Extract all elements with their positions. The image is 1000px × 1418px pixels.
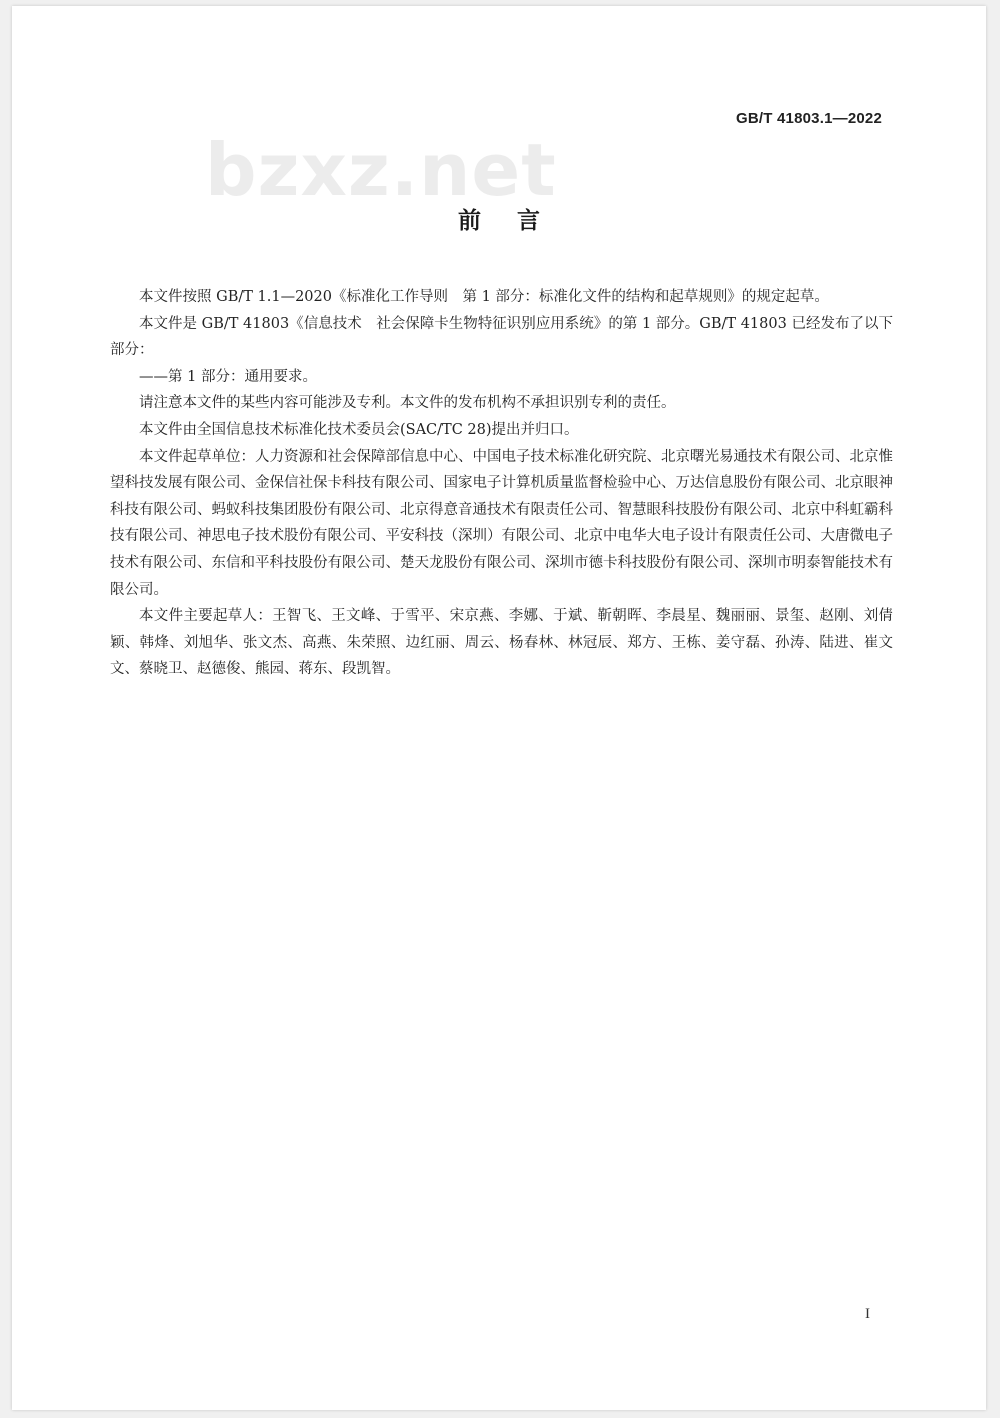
standard-code: GB/T 41803.1—2022: [736, 110, 882, 127]
watermark: bzxz.net: [205, 128, 557, 212]
paragraph-patent-notice: 请注意本文件的某些内容可能涉及专利。本文件的发布机构不承担识别专利的责任。: [139, 395, 676, 412]
paragraph-drafters: 本文件主要起草人：王智飞、王文峰、于雪平、宋京燕、李娜、于斌、靳朝晖、李晨星、魏丽丽、景玺、赵刚、刘倩颖、韩烽、刘旭华、张文杰、高燕、朱荣照、边红丽、周云、杨春林、林冠辰、郑方、王栋、姜守磊、孙涛、陆进、崔文文、蔡晓卫、赵德俊、熊园、蒋东、段凯智。: [110, 608, 893, 678]
foreword-body: [110, 284, 893, 683]
paragraph-committee: 本文件由全国信息技术标准化技术委员会(SAC/TC 28)提出并归口。: [139, 421, 579, 438]
page-title: 前言: [458, 208, 576, 234]
paragraph-drafting-units: 本文件起草单位：人力资源和社会保障部信息中心、中国电子技术标准化研究院、北京曙光易通技术有限公司、北京惟望科技发展有限公司、金保信社保卡科技有限公司、国家电子计算机质量监督检验中心、万达信息股份有限公司、北京眼神科技有限公司、蚂蚁科技集团股份有限公司、北京得意音通技术有限责任公司、智慧眼科技股份有限公司、北京中科虹霸科技有限公司、神思电子技术股份有限公司、平安科技（深圳）有限公司、北京中电华大电子设计有限责任公司、大唐微电子技术有限公司、东信和平科技股份有限公司、楚天龙股份有限公司、深圳市德卡科技股份有限公司、深圳市明泰智能技术有限公司。: [110, 448, 893, 598]
paragraph-part-info: 本文件是 GB/T 41803《信息技术 社会保障卡生物特征识别应用系统》的第 1 部分。GB/T 41803 已经发布了以下部分：: [110, 315, 893, 359]
paragraph-drafting-rules: 本文件按照 GB/T 1.1—2020《标准化工作导则 第 1 部分：标准化文件的结构和起草规则》的规定起草。: [139, 289, 829, 305]
page-number: I: [865, 1306, 870, 1322]
paragraph-part-list: ——第 1 部分：通用要求。: [139, 368, 317, 385]
document-page: [12, 6, 986, 1410]
